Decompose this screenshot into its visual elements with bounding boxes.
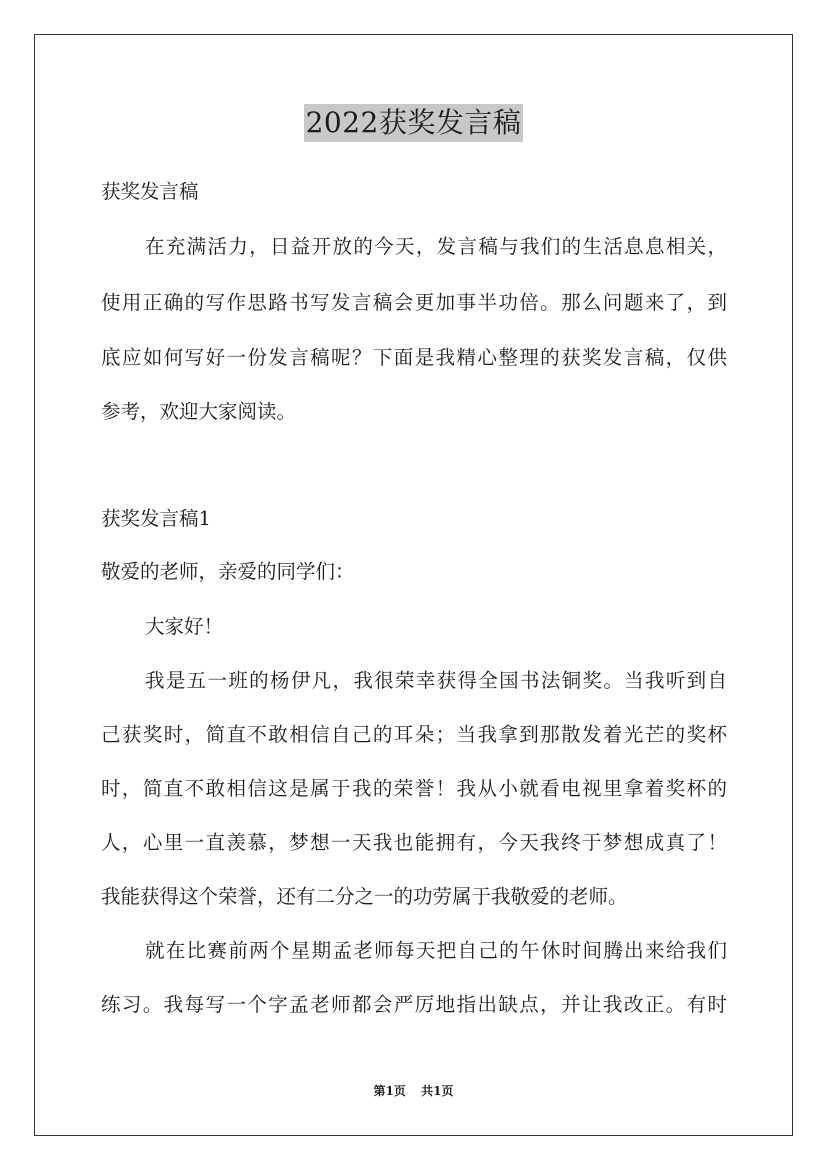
paragraph-line: 底应如何写好一份发言稿呢？下面是我精心整理的获奖发言稿，仅供 — [101, 346, 727, 369]
page-total: 共1页 — [421, 1084, 454, 1098]
page-number: 第1页 — [373, 1084, 406, 1098]
salutation: 敬爱的老师，亲爱的同学们： — [101, 560, 355, 583]
document-title: 2022获奖发言稿 — [304, 104, 524, 142]
paragraph-line: 我是五一班的杨伊凡，我很荣幸获得全国书法铜奖。当我听到自 — [145, 669, 727, 692]
paragraph-line: 在充满活力，日益开放的今天，发言稿与我们的生活息息相关， — [145, 235, 727, 258]
paragraph-line: 己获奖时，简直不敢相信自己的耳朵；当我拿到那散发着光芒的奖杯 — [101, 723, 727, 746]
title-container — [0, 104, 827, 142]
paragraph-line: 时，简直不敢相信这是属于我的荣誉！我从小就看电视里拿着奖杯的 — [101, 777, 727, 800]
intro-heading: 获奖发言稿 — [101, 180, 199, 203]
footer-spacer — [410, 1084, 418, 1098]
paragraph-line: 就在比赛前两个星期孟老师每天把自己的午休时间腾出来给我们 — [145, 939, 727, 962]
page-footer — [0, 1082, 827, 1100]
section-heading: 获奖发言稿1 — [101, 507, 211, 530]
paragraph-line: 人，心里一直羡慕，梦想一天我也能拥有，今天我终于梦想成真了！ — [101, 831, 727, 854]
paragraph-line: 使用正确的写作思路书写发言稿会更加事半功倍。那么问题来了，到 — [101, 291, 727, 314]
paragraph-line: 我能获得这个荣誉，还有二分之一的功劳属于我敬爱的老师。 — [101, 885, 628, 908]
paragraph-line: 参考，欢迎大家阅读。 — [101, 400, 297, 423]
greeting: 大家好！ — [145, 615, 224, 638]
paragraph-line: 练习。我每写一个字孟老师都会严厉地指出缺点，并让我改正。有时 — [101, 993, 727, 1016]
